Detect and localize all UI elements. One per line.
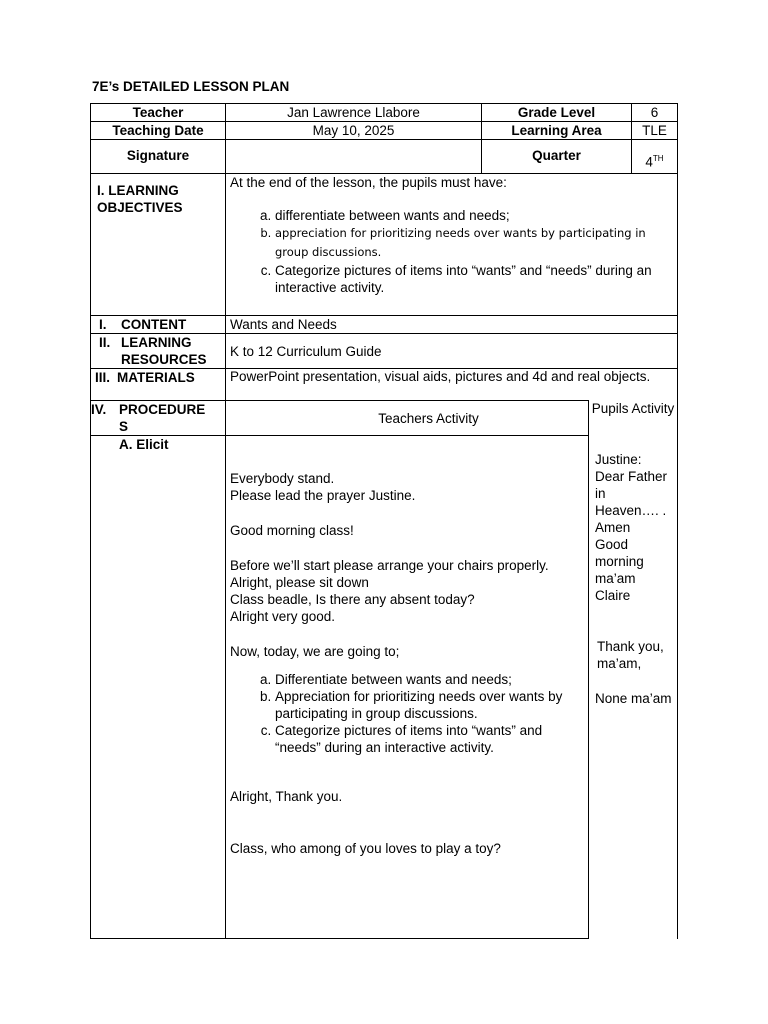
resources-label: II. LEARNING RESOURCES <box>91 334 226 369</box>
teacher-label: Teacher <box>91 104 226 122</box>
procedures-label: IV. PROCEDURE S <box>91 401 226 436</box>
row-resources <box>91 334 678 369</box>
learning-area-label: Learning Area <box>482 122 632 140</box>
objective-item: b. appreciation for prioritizing needs over wants by participating in group discussions. <box>275 224 673 262</box>
lesson-plan-table <box>90 103 678 939</box>
pupils-activity-header: Pupils Activity <box>632 401 678 436</box>
teacher-value: Jan Lawrence Llabore <box>226 104 482 122</box>
objectives-list <box>230 207 673 296</box>
row-elicit <box>91 436 678 939</box>
row-signature <box>91 140 678 174</box>
teacher-objective-item: c. Categorize pictures of items into “wants” and “needs” during an interactive activity. <box>275 722 583 756</box>
grade-level-value: 6 <box>632 104 678 122</box>
objectives-label: I. LEARNING OBJECTIVES <box>91 174 226 316</box>
teacher-line: Class, who among of you loves to play a toy? <box>230 841 501 856</box>
quarter-value: 4TH <box>632 140 678 174</box>
teachers-activity-header: Teachers Activity <box>226 401 632 436</box>
teacher-activity-cell <box>226 436 632 939</box>
teacher-objectives-list <box>230 671 583 756</box>
materials-label: III. MATERIALS <box>91 369 226 401</box>
pupil-line: None ma’am <box>595 691 672 706</box>
signature-label: Signature <box>91 140 226 174</box>
teacher-line: Everybody stand. <box>230 471 335 486</box>
content-value: Wants and Needs <box>226 316 678 334</box>
learning-area-value: TLE <box>632 122 678 140</box>
teaching-date-value: May 10, 2025 <box>226 122 482 140</box>
teacher-objective-item: a. Differentiate between wants and needs; <box>275 671 583 688</box>
materials-value: PowerPoint presentation, visual aids, pictures and 4d and real objects. <box>226 369 678 401</box>
objectives-intro: At the end of the lesson, the pupils must have: <box>230 175 507 190</box>
teacher-line: Alright, please sit down <box>230 575 369 590</box>
teacher-line: Alright, Thank you. <box>230 789 343 804</box>
pupil-activity-cell <box>595 436 678 939</box>
pupil-line: Justine: Dear Father in Heaven…. . Amen <box>595 452 668 535</box>
quarter-label: Quarter <box>482 140 632 174</box>
teacher-objective-item: b. Appreciation for prioritizing needs over wants by participating in group discussions. <box>275 688 583 722</box>
objective-item: a. differentiate between wants and needs; <box>275 207 673 224</box>
pupil-line: Thank you, ma’am, <box>597 639 664 671</box>
resources-value: K to 12 Curriculum Guide <box>226 334 678 369</box>
teacher-line: Please lead the prayer Justine. <box>230 488 416 503</box>
row-teaching-date <box>91 122 678 140</box>
teacher-line: Alright very good. <box>230 609 336 624</box>
row-teacher <box>91 104 678 122</box>
row-materials <box>91 369 678 401</box>
content-label: I. CONTENT <box>91 316 226 334</box>
objectives-cell <box>226 174 678 316</box>
document-title: 7E’s DETAILED LESSON PLAN <box>92 79 290 94</box>
elicit-label: A. Elicit <box>91 436 226 939</box>
row-objectives <box>91 174 678 316</box>
grade-level-label: Grade Level <box>482 104 632 122</box>
pupil-line: Good morning ma’am Claire <box>595 537 644 603</box>
teacher-line: Now, today, we are going to; <box>230 644 400 659</box>
objective-item: c. Categorize pictures of items into “wants” and “needs” during an interactive activity. <box>275 262 673 296</box>
teaching-date-label: Teaching Date <box>91 122 226 140</box>
teacher-line: Good morning class! <box>230 523 354 538</box>
row-procedures-header <box>91 401 678 436</box>
signature-value <box>226 140 482 174</box>
row-content <box>91 316 678 334</box>
teacher-line: Class beadle, Is there any absent today? <box>230 592 475 607</box>
teacher-line: Before we’ll start please arrange your chairs properly. <box>230 558 549 573</box>
